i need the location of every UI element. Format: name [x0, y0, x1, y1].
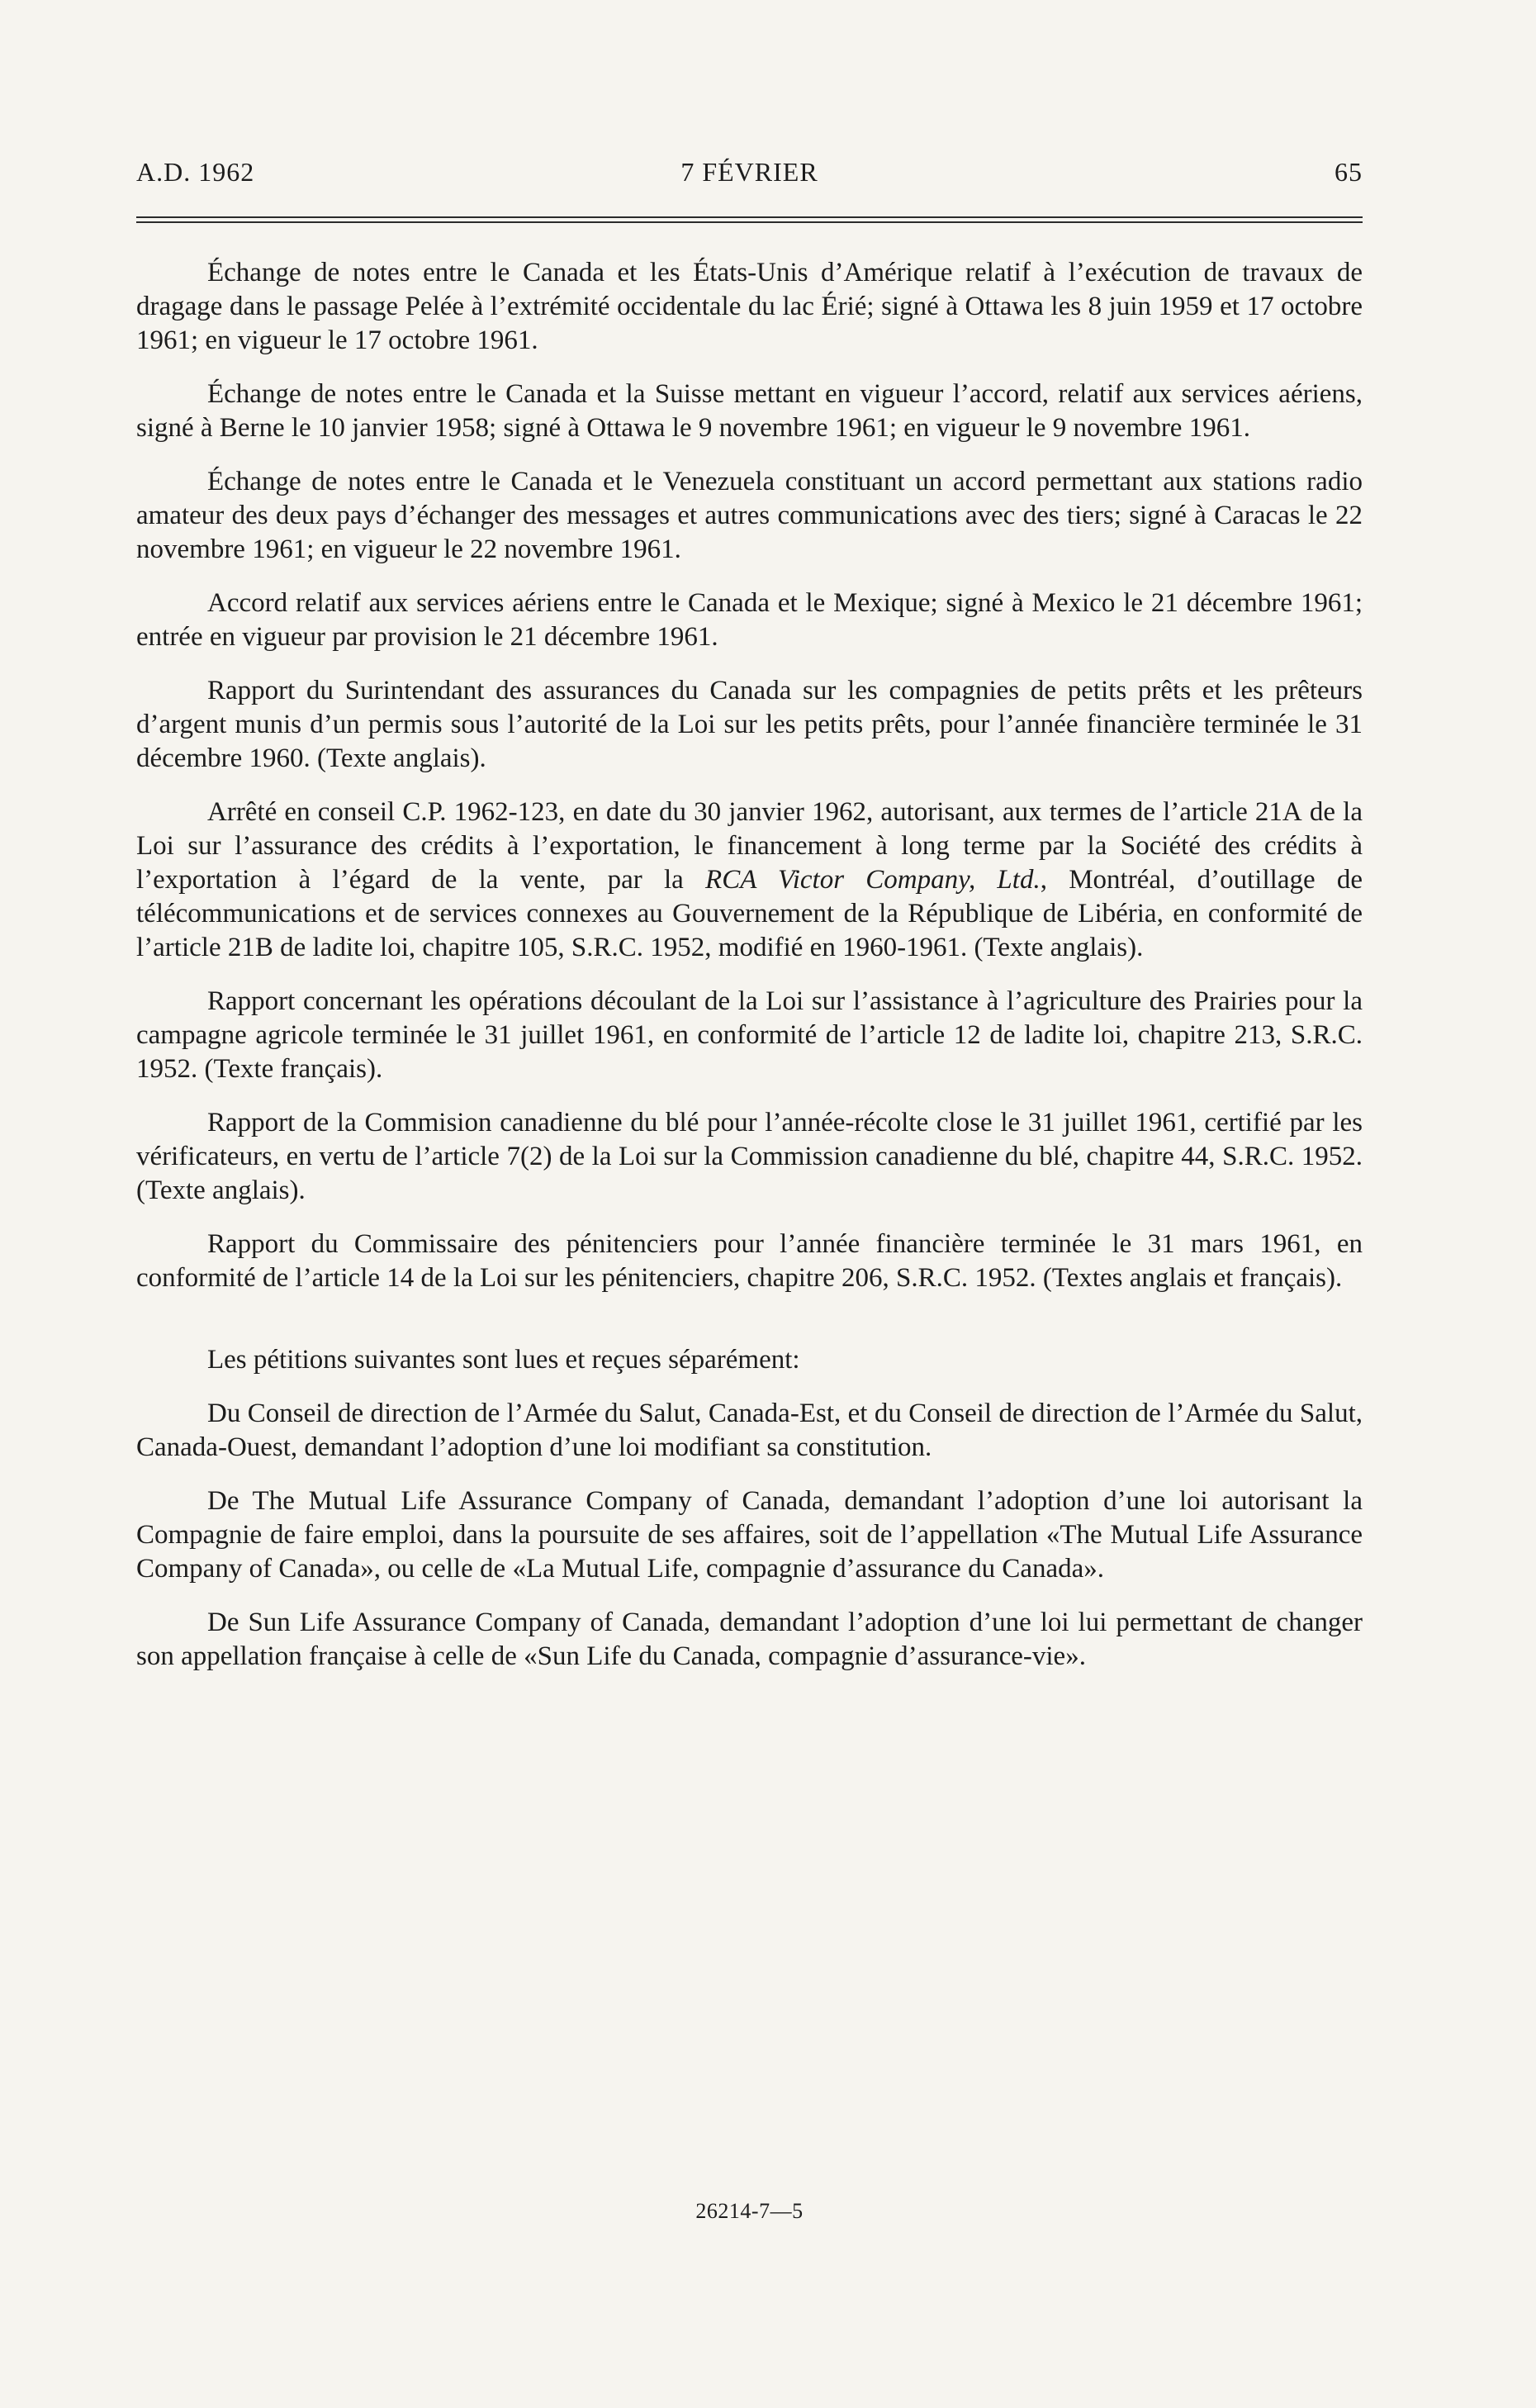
paragraph: Échange de notes entre le Canada et la Suisse mettant en vigueur l’accord, relatif aux services aériens, signé à Berne le 10 janvier 1958; signé à Ottawa le 9 novembre 1961; en vigueur le 9 novembre 1961.: [136, 379, 1363, 443]
paragraph: Échange de notes entre le Canada et le Venezuela constituant un accord permettant aux stations radio amateur des deux pays d’échanger des messages et autres communications avec des tiers; signé à Caracas le 22 novembre 1961; en vigueur le 22 novembre 1961.: [136, 467, 1363, 564]
petitions-intro: Les pétitions suivantes sont lues et reçues séparément:: [207, 1345, 800, 1375]
paragraph: Rapport du Commissaire des pénitenciers pour l’année financière terminée le 31 mars 1961, en conformité de l’article 14 de la Loi sur les pénitenciers, chapitre 206, S.R.C. 1952. (Textes anglais et français).: [136, 1229, 1363, 1293]
header-year: A.D. 1962: [136, 157, 255, 187]
paragraph: Échange de notes entre le Canada et les États-Unis d’Amérique relatif à l’exécution de travaux de dragage dans le passage Pelée à l’extrémité occidentale du lac Érié; signé à Ottawa les 8 juin 1959 et 17 octobre 1961; en vigueur le 17 octobre 1961.: [136, 258, 1363, 355]
arrete-text-1: Arrêté en conseil C.P. 1962-123, en date du 30 janvier 1962, autorisant, aux termes de l’article 21: [207, 797, 1282, 827]
arrete-text-3: , Montréal, d’outillage de télécommunications et de services connexes au Gouvernement de la République de Libéria, en conformité de l’article 21B de ladite loi, chapitre 105, S.R.C. 1952, modifié en 1960-1961. (Texte anglais).: [136, 865, 1363, 962]
paragraph: Rapport du Surintendant des assurances du Canada sur les compagnies de petits prêts et les prêteurs d’argent munis d’un permis sous l’autorité de la Loi sur les petits prêts, pour l’année financière terminée le 31 décembre 1960. (Texte anglais).: [136, 676, 1363, 773]
running-header: [136, 157, 1363, 193]
paragraph-arrete: [136, 796, 1363, 965]
paragraph: Accord relatif aux services aériens entre le Canada et le Mexique; signé à Mexico le 21 décembre 1961; entrée en vigueur par provision le 21 décembre 1961.: [136, 588, 1363, 652]
header-date: 7 FÉVRIER: [680, 157, 818, 187]
page-number: 65: [1335, 157, 1363, 187]
arrete-company-name: RCA Victor Company, Ltd.: [705, 865, 1041, 895]
paragraph: Rapport concernant les opérations découlant de la Loi sur l’assistance à l’agriculture des Prairies pour la campagne agricole terminée le 31 juillet 1961, en conformité de l’article 12 de ladite loi, chapitre 213, S.R.C. 1952. (Texte français).: [136, 986, 1363, 1084]
paragraph: Rapport de la Commision canadienne du blé pour l’année-récolte close le 31 juillet 1961, certifié par les vérificateurs, en vertu de l’article 7(2) de la Loi sur la Commission canadienne du blé, chapitre 44, S.R.C. 1952. (Texte anglais).: [136, 1108, 1363, 1205]
arrete-text-2: de la Loi sur l’assurance des crédits à l’exportation, le financement à long terme par la Société des crédits à l’exportation à l’égard de la vente, par la: [136, 797, 1363, 895]
document-body: [136, 256, 1363, 1693]
printer-signature: 26214-7—5: [695, 2199, 804, 2223]
petition: De The Mutual Life Assurance Company of Canada, demandant l’adoption d’une loi autorisant la Compagnie de faire emploi, dans la poursuite de ses affaires, soit de l’appellation «The Mutual Life Assurance Company of Canada», ou celle de «La Mutual Life, compagnie d’assurance du Canada».: [136, 1486, 1363, 1584]
header-double-rule: [136, 216, 1363, 223]
petition: Du Conseil de direction de l’Armée du Salut, Canada-Est, et du Conseil de direction de l’Armée du Salut, Canada-Ouest, demandant l’adoption d’une loi modifiant sa constitution.: [136, 1399, 1363, 1462]
arrete-article-suffix: A: [1282, 797, 1302, 827]
petition: De Sun Life Assurance Company of Canada, demandant l’adoption d’une loi lui permettant de changer son appellation française à celle de «Sun Life du Canada, compagnie d’assurance-vie».: [136, 1608, 1363, 1671]
